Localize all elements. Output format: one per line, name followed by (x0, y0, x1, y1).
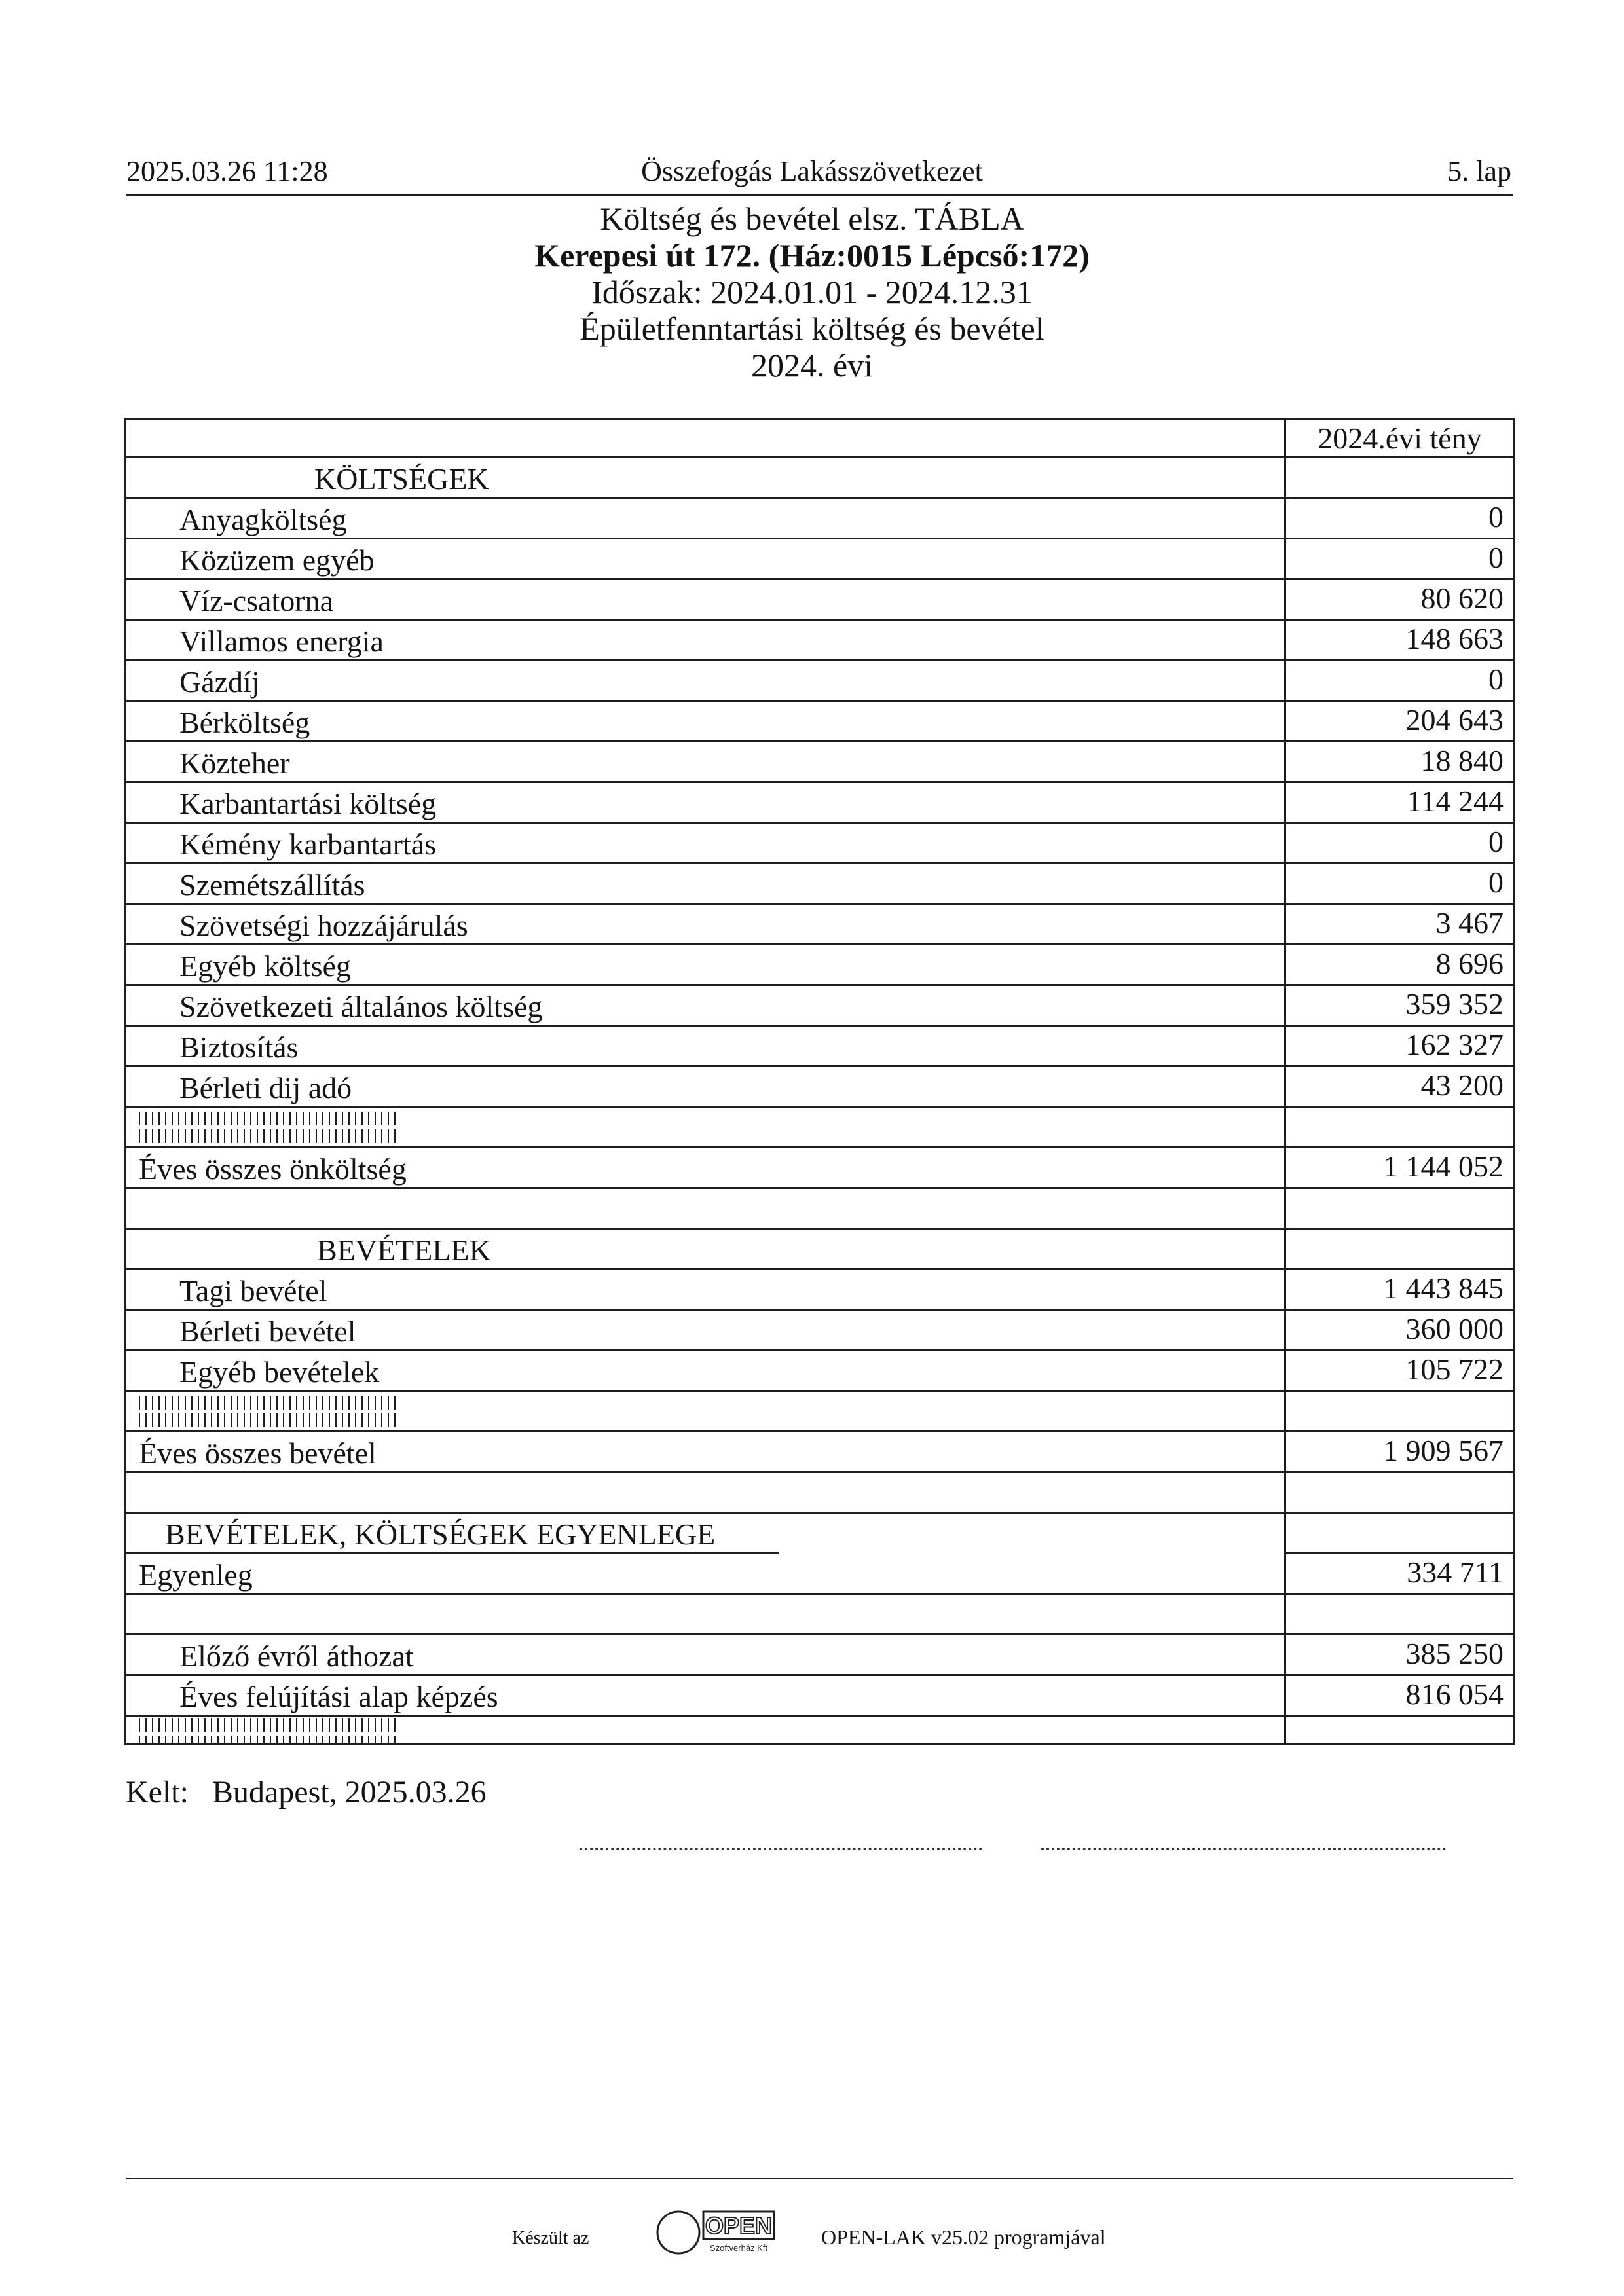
signature-line (1041, 1848, 1446, 1850)
total-income-row (124, 1432, 1515, 1473)
row-value: 1 443 845 (1383, 1271, 1504, 1305)
row-value: 0 (1488, 541, 1504, 574)
table-row (124, 783, 1515, 824)
tick-marks (139, 1718, 401, 1743)
row-label: Szövetségi hozzájárulás (179, 909, 468, 942)
row-label: Egyéb bevételek (179, 1355, 380, 1389)
table-row (124, 499, 1515, 539)
row-value: 18 840 (1420, 744, 1504, 777)
row-label: Villamos energia (179, 625, 384, 658)
total-cost-label: Éves összes önköltség (139, 1152, 407, 1186)
table-row (124, 1027, 1515, 1067)
total-cost-row (124, 1148, 1515, 1189)
row-value: 8 696 (1435, 947, 1504, 980)
period-title: Időszak: 2024.01.01 - 2024.12.31 (591, 274, 1033, 310)
balance-value: 334 711 (1407, 1556, 1504, 1589)
costs-heading: KÖLTSÉGEK (314, 462, 489, 496)
tick-separator-row (124, 1108, 1515, 1148)
page-number: 5. lap (1447, 155, 1511, 187)
row-value: 80 620 (1420, 581, 1504, 615)
organization-name: Összefogás Lakásszövetkezet (641, 155, 983, 187)
subject-title: Épületfenntartási költség és bevétel (580, 310, 1044, 347)
header-rule (126, 194, 1513, 196)
tick-separator-row (124, 1392, 1515, 1432)
table-header-row (124, 418, 1515, 458)
row-label: Bérköltség (179, 706, 310, 739)
table-row (124, 824, 1515, 864)
total-cost-value: 1 144 052 (1383, 1150, 1504, 1183)
renewal-fund-row (124, 1676, 1515, 1717)
print-datetime: 2025.03.26 11:28 (126, 155, 328, 187)
row-label: Bérleti bevétel (179, 1315, 356, 1348)
blank-row (124, 1189, 1515, 1230)
row-value: 360 000 (1405, 1312, 1504, 1345)
tick-separator-row (124, 1717, 1515, 1745)
row-label: Közüzem egyéb (179, 543, 375, 577)
row-label: Tagi bevétel (179, 1274, 327, 1307)
table-row (124, 1270, 1515, 1311)
row-value: 3 467 (1435, 906, 1504, 939)
footer-program: OPEN-LAK v25.02 programjával (821, 2225, 1106, 2249)
table-row (124, 986, 1515, 1027)
renewal-fund-label: Éves felújítási alap képzés (179, 1680, 498, 1713)
signature-line (580, 1848, 982, 1850)
table-row (124, 905, 1515, 945)
balance-heading: BEVÉTELEK, KÖLTSÉGEK EGYENLEGE (165, 1518, 716, 1551)
year-title: 2024. évi (750, 347, 874, 384)
row-label: Gázdíj (179, 665, 260, 699)
row-label: Közteher (179, 746, 290, 780)
blank-row (124, 1473, 1515, 1514)
row-value: 114 244 (1407, 784, 1504, 818)
cost-income-table (124, 418, 1515, 1745)
row-value: 359 352 (1405, 987, 1504, 1021)
column-header: 2024.évi tény (1318, 422, 1482, 455)
table-row (124, 580, 1515, 621)
blank-row (124, 1595, 1515, 1635)
income-heading: BEVÉTELEK (317, 1233, 491, 1267)
doc-title: Költség és bevétel elsz. TÁBLA (600, 200, 1024, 237)
row-value: 162 327 (1405, 1028, 1504, 1061)
table-row (124, 1067, 1515, 1108)
row-value: 43 200 (1420, 1068, 1504, 1102)
row-value: 0 (1488, 866, 1504, 899)
table-row (124, 742, 1515, 783)
table-row (124, 1351, 1515, 1392)
tick-marks (139, 1112, 401, 1143)
total-income-label: Éves összes bevétel (139, 1436, 377, 1470)
table-row (124, 945, 1515, 986)
tick-marks (139, 1396, 401, 1427)
row-label: Biztosítás (179, 1030, 299, 1064)
row-value: 0 (1488, 663, 1504, 696)
section-heading-row (124, 1514, 1515, 1554)
table-row (124, 539, 1515, 580)
row-label: Anyagköltség (179, 503, 347, 536)
row-label: Bérleti dij adó (179, 1071, 352, 1104)
total-income-value: 1 909 567 (1383, 1434, 1504, 1467)
svg-text:OPEN: OPEN (705, 2212, 773, 2239)
row-value: 148 663 (1405, 622, 1504, 655)
carryover-value: 385 250 (1405, 1637, 1504, 1670)
address-title: Kerepesi út 172. (Ház:0015 Lépcső:172) (534, 237, 1090, 274)
row-label: Víz-csatorna (179, 584, 333, 617)
row-value: 0 (1488, 500, 1504, 534)
carryover-label: Előző évről áthozat (179, 1639, 414, 1673)
row-label: Egyéb költség (179, 949, 351, 983)
footer-made-with: Készült az (512, 2228, 589, 2248)
section-heading-row (124, 458, 1515, 499)
section-heading-row (124, 1230, 1515, 1270)
balance-row (124, 1554, 1515, 1595)
table-row (124, 702, 1515, 742)
row-label: Karbantartási költség (179, 787, 437, 820)
open-logo (655, 2209, 777, 2256)
row-value: 204 643 (1405, 703, 1504, 737)
balance-label: Egyenleg (139, 1558, 253, 1592)
row-label: Kémény karbantartás (179, 828, 437, 861)
svg-text:Szoftverház Kft: Szoftverház Kft (709, 2243, 768, 2253)
footer-rule (126, 2178, 1513, 2179)
row-value: 105 722 (1405, 1353, 1504, 1386)
row-value: 0 (1488, 825, 1504, 858)
place-date: Kelt: Budapest, 2025.03.26 (126, 1775, 487, 1810)
table-row (124, 864, 1515, 905)
table-row (124, 1311, 1515, 1351)
table-row (124, 621, 1515, 661)
carryover-row (124, 1635, 1515, 1676)
row-label: Szövetkezeti általános költség (179, 990, 543, 1023)
row-label: Szemétszállítás (179, 868, 365, 902)
renewal-fund-value: 816 054 (1405, 1677, 1504, 1711)
table-row (124, 661, 1515, 702)
